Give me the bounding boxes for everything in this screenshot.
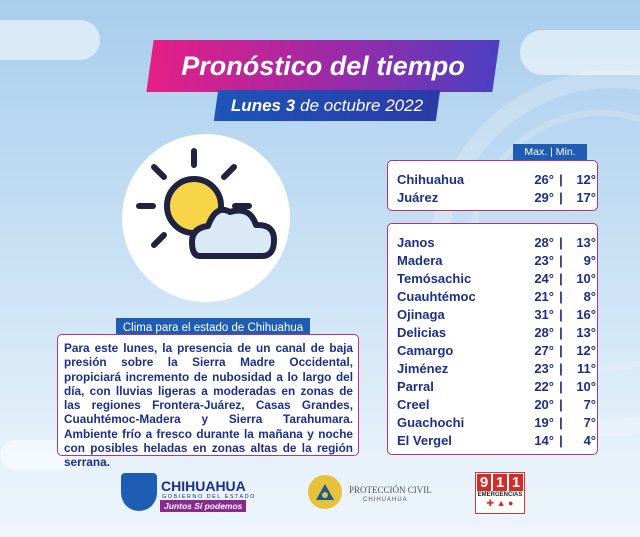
min-temp: 12° xyxy=(576,342,596,358)
table-row xyxy=(388,188,597,206)
table-row xyxy=(388,341,597,359)
min-temp: 7° xyxy=(583,414,596,430)
city-name: Ojinaga xyxy=(397,306,445,322)
min-temp: 13° xyxy=(576,234,596,250)
min-temp: 4° xyxy=(583,432,596,448)
city-name: Jiménez xyxy=(397,360,449,376)
min-temp: 10° xyxy=(576,270,596,286)
min-temp: 8° xyxy=(583,288,596,304)
temperature-table-header xyxy=(513,144,587,160)
max-temp: 28° xyxy=(534,234,554,250)
max-temp: 26° xyxy=(534,171,554,187)
background-cloud xyxy=(520,30,640,75)
e911-digit: 1 xyxy=(493,474,507,491)
city-name: Camargo xyxy=(397,342,454,358)
table-row xyxy=(388,395,597,413)
e911-digits xyxy=(476,473,524,492)
temp-separator: | xyxy=(559,396,563,412)
weather-icon-circle xyxy=(122,134,290,302)
triangle-icon xyxy=(314,481,336,503)
date-day: Lunes 3 xyxy=(230,95,296,115)
table-row xyxy=(388,431,597,449)
max-temp: 24° xyxy=(534,270,554,286)
proteccion-civil-icon xyxy=(308,475,342,509)
max-temp: 14° xyxy=(534,432,554,448)
table-row xyxy=(388,359,597,377)
forecast-description: Para este lunes, la presencia de un canal de baja presión sobre la Sierra Madre Occidental, propiciará incremento de nubosidad a lo largo del día, con lluvias ligeras a moderadas en zonas de las regiones Frontera-Juárez, Casas Grandes, Cuauhtémoc-Madera y Sierra Tarahumara. Ambiente frío a fresco durante la mañana y noche con posibles heladas en zonas altas de la región serrana. xyxy=(64,341,353,470)
min-temp: 10° xyxy=(576,378,596,394)
other-cities-table xyxy=(387,223,598,455)
table-row xyxy=(388,233,597,251)
max-temp: 21° xyxy=(534,288,554,304)
emergency-services-icon: ✚ ▲ ● xyxy=(486,498,514,508)
temp-separator: | xyxy=(559,252,563,268)
temp-separator: | xyxy=(559,324,563,340)
e911-label: EMERGENCIAS xyxy=(477,492,523,498)
city-name: Chihuahua xyxy=(397,171,465,187)
temp-separator: | xyxy=(559,189,563,205)
max-temp: 29° xyxy=(534,189,554,205)
e911-digit: 9 xyxy=(477,474,491,491)
temp-separator: | xyxy=(559,360,563,376)
city-name: El Vergel xyxy=(397,432,452,448)
page-title: Pronóstico del tiempo xyxy=(181,50,465,81)
min-temp: 17° xyxy=(576,189,596,205)
min-temp: 7° xyxy=(583,396,596,412)
max-temp: 20° xyxy=(534,396,554,412)
header-separator: | xyxy=(547,146,556,158)
min-temp: 11° xyxy=(577,360,596,376)
city-name: Guachochi xyxy=(397,414,465,430)
e911-digit: 1 xyxy=(509,474,523,491)
max-temp: 28° xyxy=(534,324,554,340)
temp-separator: | xyxy=(559,171,563,187)
city-name: Parral xyxy=(397,378,434,394)
city-name: Delicias xyxy=(397,324,447,340)
date-month-year: de octubre 2022 xyxy=(300,95,424,115)
emergency-911-logo xyxy=(475,472,525,514)
description-label: Clima para el estado de Chihuahua xyxy=(116,318,310,338)
min-temp: 9° xyxy=(583,252,596,268)
city-name: Creel xyxy=(397,396,430,412)
background-cloud xyxy=(0,20,100,60)
chihuahua-shield-icon xyxy=(121,473,157,511)
partly-cloudy-icon xyxy=(122,134,290,302)
header-min: Min. xyxy=(555,146,576,158)
max-temp: 31° xyxy=(534,306,554,322)
temp-separator: | xyxy=(559,234,563,250)
city-name: Cuauhtémoc xyxy=(397,288,476,304)
table-row xyxy=(388,377,597,395)
header-max: Max. xyxy=(524,146,548,158)
table-row xyxy=(388,413,597,431)
temp-separator: | xyxy=(559,270,563,286)
temp-separator: | xyxy=(559,306,563,322)
forecast-date xyxy=(216,90,438,121)
chihuahua-slogan: Juntos Sí podemos xyxy=(160,500,246,512)
temp-separator: | xyxy=(559,414,563,430)
description-box xyxy=(57,334,359,470)
max-temp: 23° xyxy=(534,360,554,376)
chihuahua-logo-name: CHIHUAHUA xyxy=(161,478,246,494)
city-name: Janos xyxy=(397,234,435,250)
table-row xyxy=(388,305,597,323)
main-cities-table xyxy=(387,160,598,211)
min-temp: 13° xyxy=(576,324,596,340)
proteccion-civil-sub: CHIHUAHUA xyxy=(363,497,408,503)
temp-separator: | xyxy=(559,432,563,448)
table-row xyxy=(388,287,597,305)
temp-separator: | xyxy=(559,342,563,358)
temp-separator: | xyxy=(559,378,563,394)
city-name: Madera xyxy=(397,252,443,268)
min-temp: 12° xyxy=(576,171,596,187)
max-temp: 22° xyxy=(534,378,554,394)
city-name: Juárez xyxy=(397,189,439,205)
table-row xyxy=(388,251,597,269)
city-name: Temósachic xyxy=(397,270,472,286)
max-temp: 27° xyxy=(534,342,554,358)
max-temp: 23° xyxy=(534,252,554,268)
table-row xyxy=(388,170,597,188)
table-row xyxy=(388,269,597,287)
temp-separator: | xyxy=(559,288,563,304)
max-temp: 19° xyxy=(534,414,554,430)
proteccion-civil-name: PROTECCIÓN CIVIL xyxy=(349,485,432,495)
min-temp: 16° xyxy=(576,306,596,322)
chihuahua-logo-sub: GOBIERNO DEL ESTADO xyxy=(162,494,256,500)
table-row xyxy=(388,323,597,341)
